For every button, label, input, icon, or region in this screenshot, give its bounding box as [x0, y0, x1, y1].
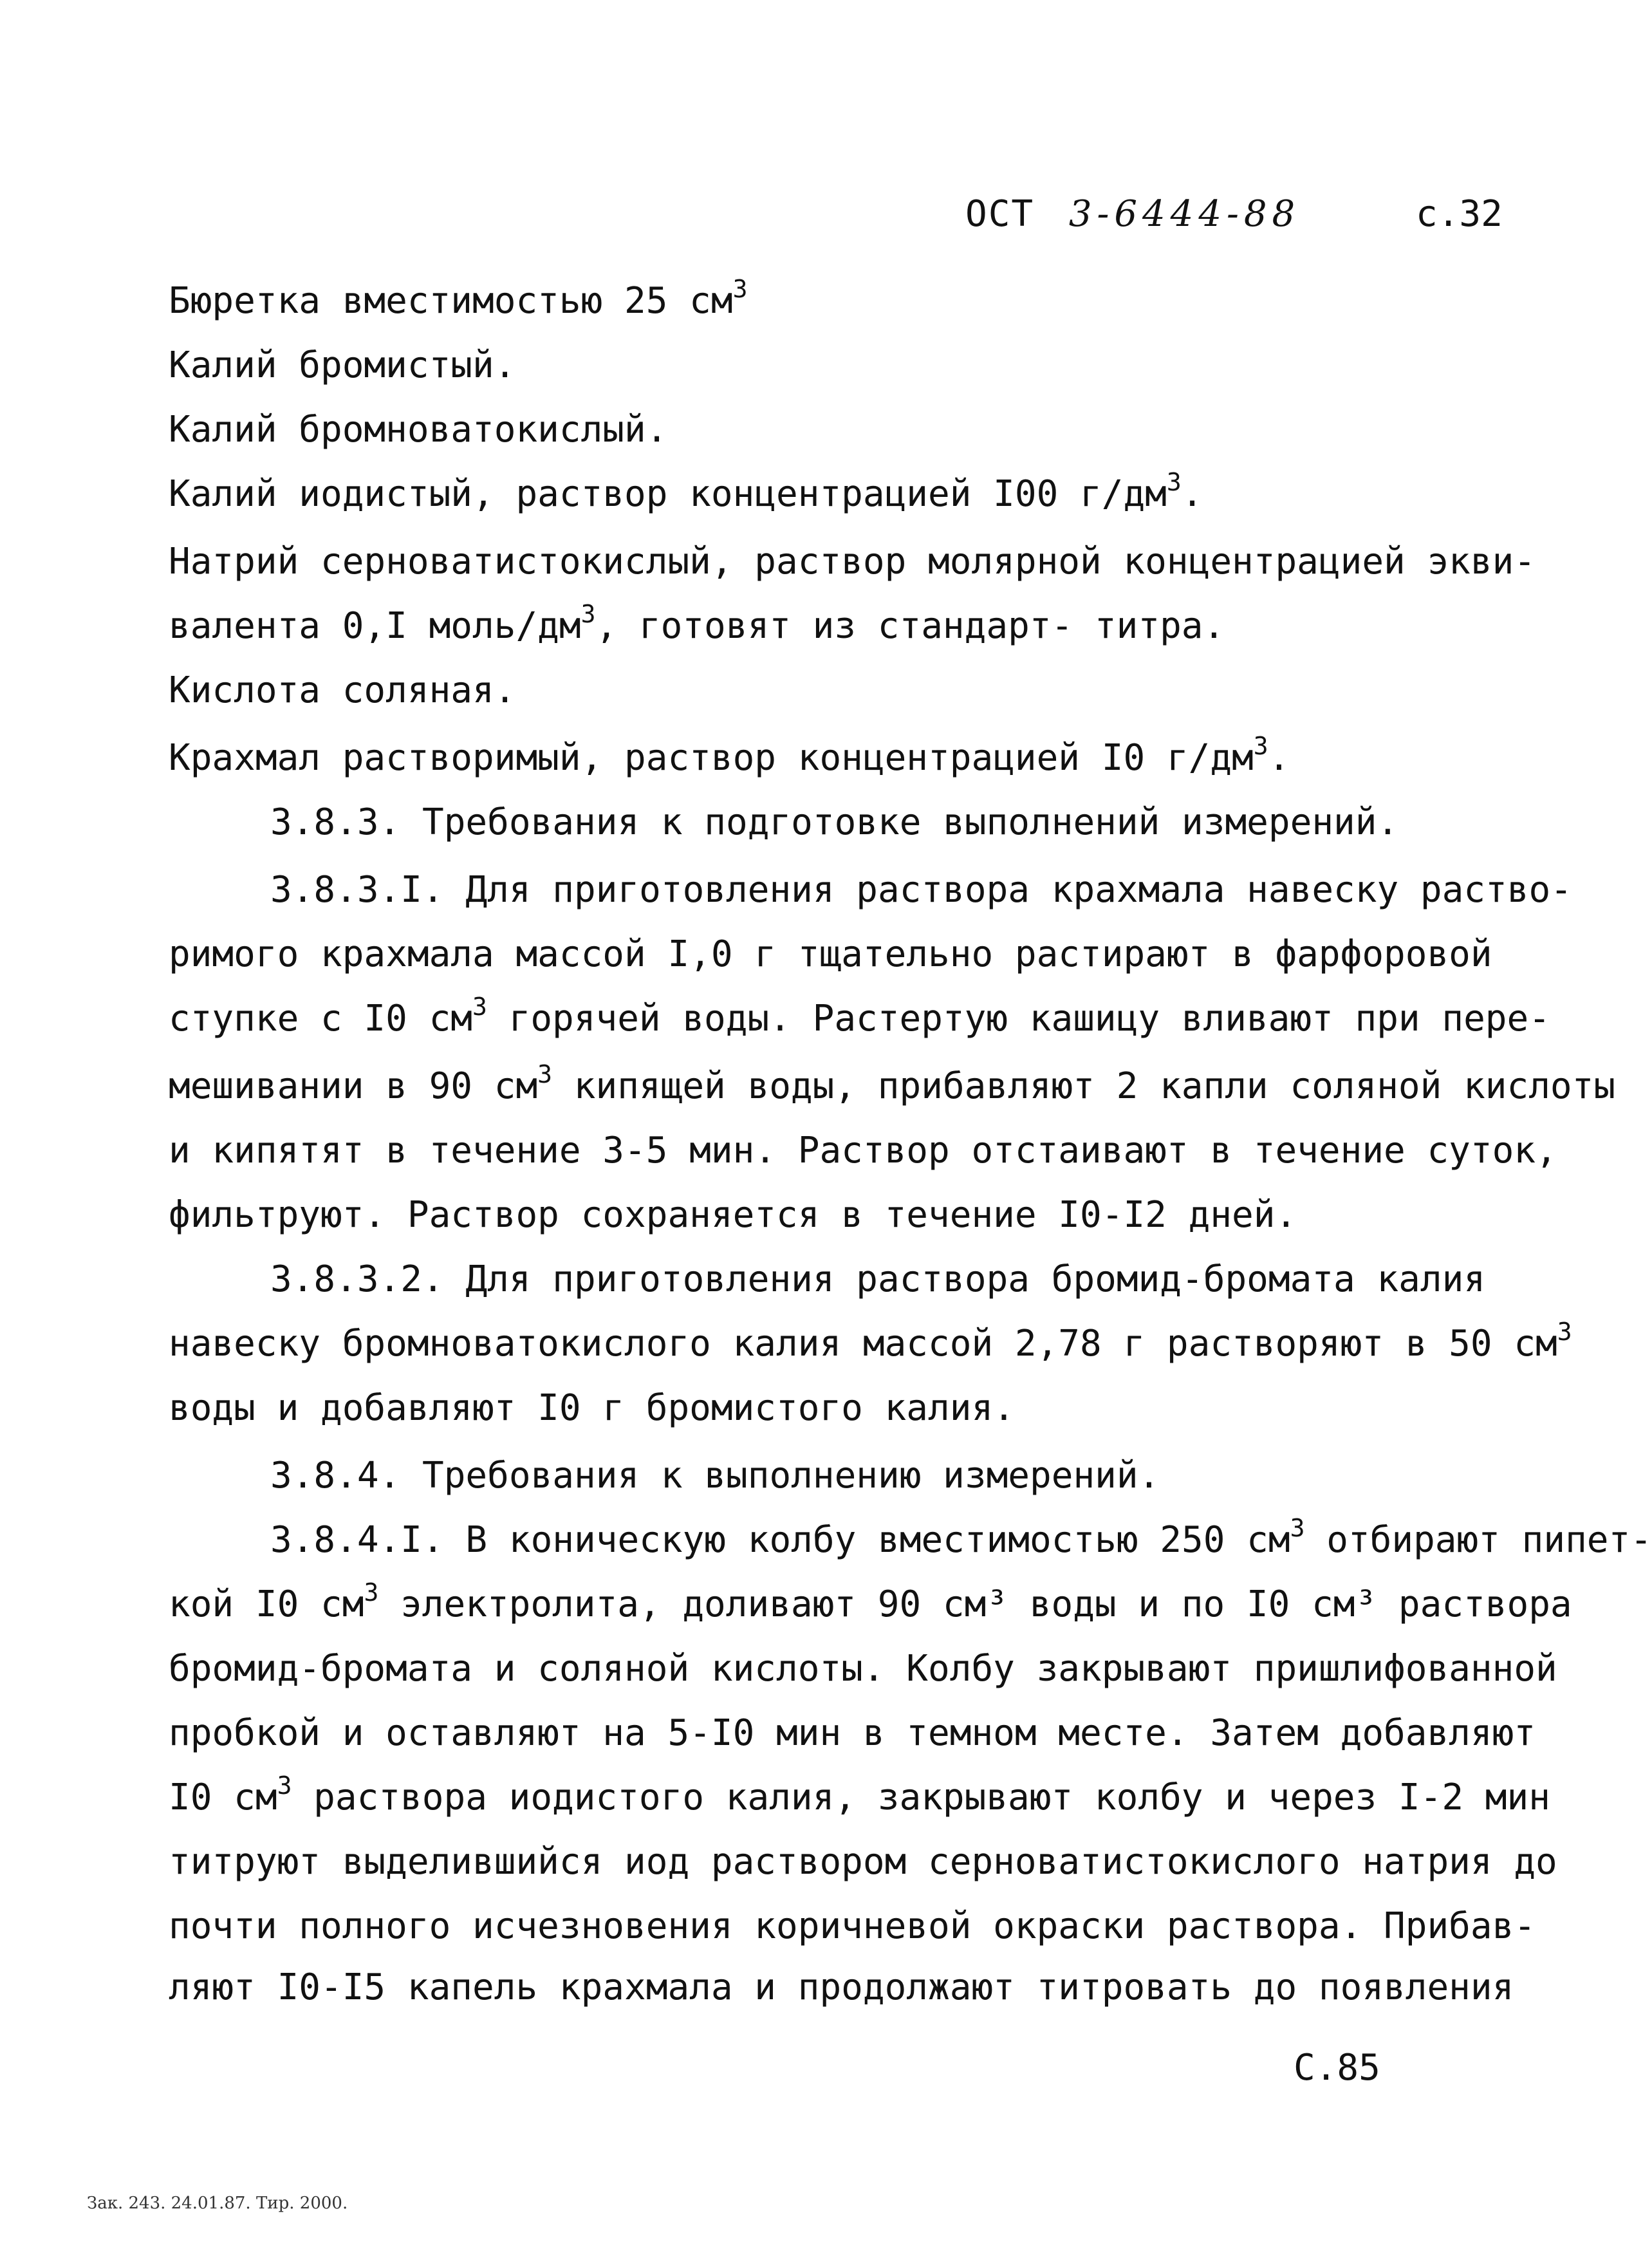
line-text: Калий бромноватокислый.: [169, 409, 668, 451]
line-text: валента 0,I моль/дм: [169, 605, 581, 647]
text-line: [270, 1514, 1652, 1561]
line-text: Натрий серноватистокислый, раствор молярной концентрацией экви-: [169, 541, 1536, 583]
text-line: [270, 1258, 1486, 1300]
line-text: ляют I0-I5 капель крахмала и продолжают титровать до появления: [169, 1966, 1514, 2008]
line-text: Калий бромистый.: [169, 344, 516, 386]
text-line: [169, 732, 1290, 779]
superscript: 3: [537, 1060, 553, 1088]
text-line: [169, 409, 668, 451]
line-text: воды и добавляют I0 г бромистого калия.: [169, 1387, 1015, 1429]
text-line: [169, 468, 1203, 515]
line-text: почти полного исчезновения коричневой окраски раствора. Прибав-: [169, 1905, 1536, 1947]
line-text: 3.8.3.I. Для приготовления раствора крахмала навеску раство-: [270, 869, 1572, 911]
text-line: [169, 600, 1225, 647]
line-text: римого крахмала массой I,0 г тщательно растирают в фарфоровой: [169, 933, 1492, 975]
text-line: [169, 669, 516, 711]
superscript: 3: [1166, 468, 1182, 496]
line-text-tail: электролита, доливают 90 см³ воды и по I0 см³ раствора: [378, 1583, 1572, 1625]
line-text: навеску бромноватокислого калия массой 2,78 г растворяют в 50 см: [169, 1323, 1557, 1365]
line-text: кой I0 см: [169, 1583, 364, 1625]
text-line: [270, 869, 1572, 911]
line-text-tail: кипящей воды, прибавляют 2 капли соляной кислоты: [552, 1065, 1616, 1107]
text-line: [169, 933, 1492, 975]
superscript: 3: [364, 1578, 379, 1607]
text-line: [169, 993, 1550, 1040]
line-text: 3.8.4. Требования к выполнению измерений.: [270, 1455, 1160, 1497]
line-text-tail: .: [1268, 737, 1290, 779]
text-line: [169, 1387, 1015, 1429]
line-text: бромид-бромата и соляной кислоты. Колбу закрывают пришлифованной: [169, 1648, 1557, 1690]
standard-label: ОСТ: [965, 193, 1035, 235]
text-line: [169, 1905, 1536, 1947]
line-text: Кислота соляная.: [169, 669, 516, 711]
text-line: [169, 1060, 1616, 1107]
text-line: [169, 1841, 1557, 1883]
superscript: 3: [1557, 1318, 1572, 1346]
text-line: [169, 1318, 1572, 1365]
text-line: [270, 1455, 1160, 1497]
line-text: Крахмал растворимый, раствор концентрацией I0 г/дм: [169, 737, 1254, 779]
line-text: титруют выделившийся иод раствором серноватистокислого натрия до: [169, 1841, 1557, 1883]
superscript: 3: [277, 1771, 292, 1800]
print-footer: Зак. 243. 24.01.87. Тир. 2000.: [87, 2194, 348, 2213]
text-line: [270, 801, 1399, 843]
line-text-tail: горячей воды. Растертую кашицу вливают при пере-: [487, 998, 1550, 1040]
superscript: 3: [732, 275, 748, 303]
superscript: 3: [472, 993, 487, 1021]
text-line: [169, 344, 516, 386]
line-text: мешивании в 90 см: [169, 1065, 538, 1107]
text-line: [169, 1771, 1550, 1818]
superscript: 3: [1290, 1514, 1305, 1542]
text-line: [169, 1130, 1557, 1171]
line-text: ступке с I0 см: [169, 998, 473, 1040]
line-text: I0 см: [169, 1777, 277, 1818]
text-line: [169, 1578, 1572, 1625]
text-line: [169, 1966, 1514, 2008]
line-text: 3.8.3.2. Для приготовления раствора бромид-бромата калия: [270, 1258, 1486, 1300]
superscript: 3: [1253, 732, 1268, 760]
text-line: [169, 1712, 1536, 1754]
text-line: [169, 1648, 1557, 1690]
text-line: [169, 541, 1536, 583]
line-text: и кипятят в течение 3-5 мин. Раствор отстаивают в течение суток,: [169, 1130, 1557, 1171]
line-text-tail: .: [1181, 473, 1203, 515]
header-page-number: с.32: [1416, 193, 1503, 235]
line-text: 3.8.4.I. В коническую колбу вместимостью 250 см: [270, 1519, 1290, 1561]
line-text: 3.8.3. Требования к подготовке выполнений измерений.: [270, 801, 1399, 843]
line-text: Калий иодистый, раствор концентрацией I00 г/дм: [169, 473, 1167, 515]
line-text-tail: , готовят из стандарт- титра.: [595, 605, 1225, 647]
line-text: пробкой и оставляют на 5-I0 мин в темном месте. Затем добавляют: [169, 1712, 1536, 1754]
line-text: фильтруют. Раствор сохраняется в течение I0-I2 дней.: [169, 1194, 1297, 1236]
line-text-tail: отбирают пипет-: [1304, 1519, 1652, 1561]
line-text: Бюретка вместимостью 25 см: [169, 280, 733, 322]
line-text-tail: раствора иодистого калия, закрывают колбу и через I-2 мин: [292, 1777, 1550, 1818]
standard-code-handwritten: 3-6444-88: [1068, 193, 1301, 235]
text-line: [169, 1194, 1297, 1236]
page-number: С.85: [1294, 2047, 1380, 2089]
page-header: [965, 193, 1503, 235]
superscript: 3: [580, 600, 596, 628]
text-line: [169, 275, 748, 322]
